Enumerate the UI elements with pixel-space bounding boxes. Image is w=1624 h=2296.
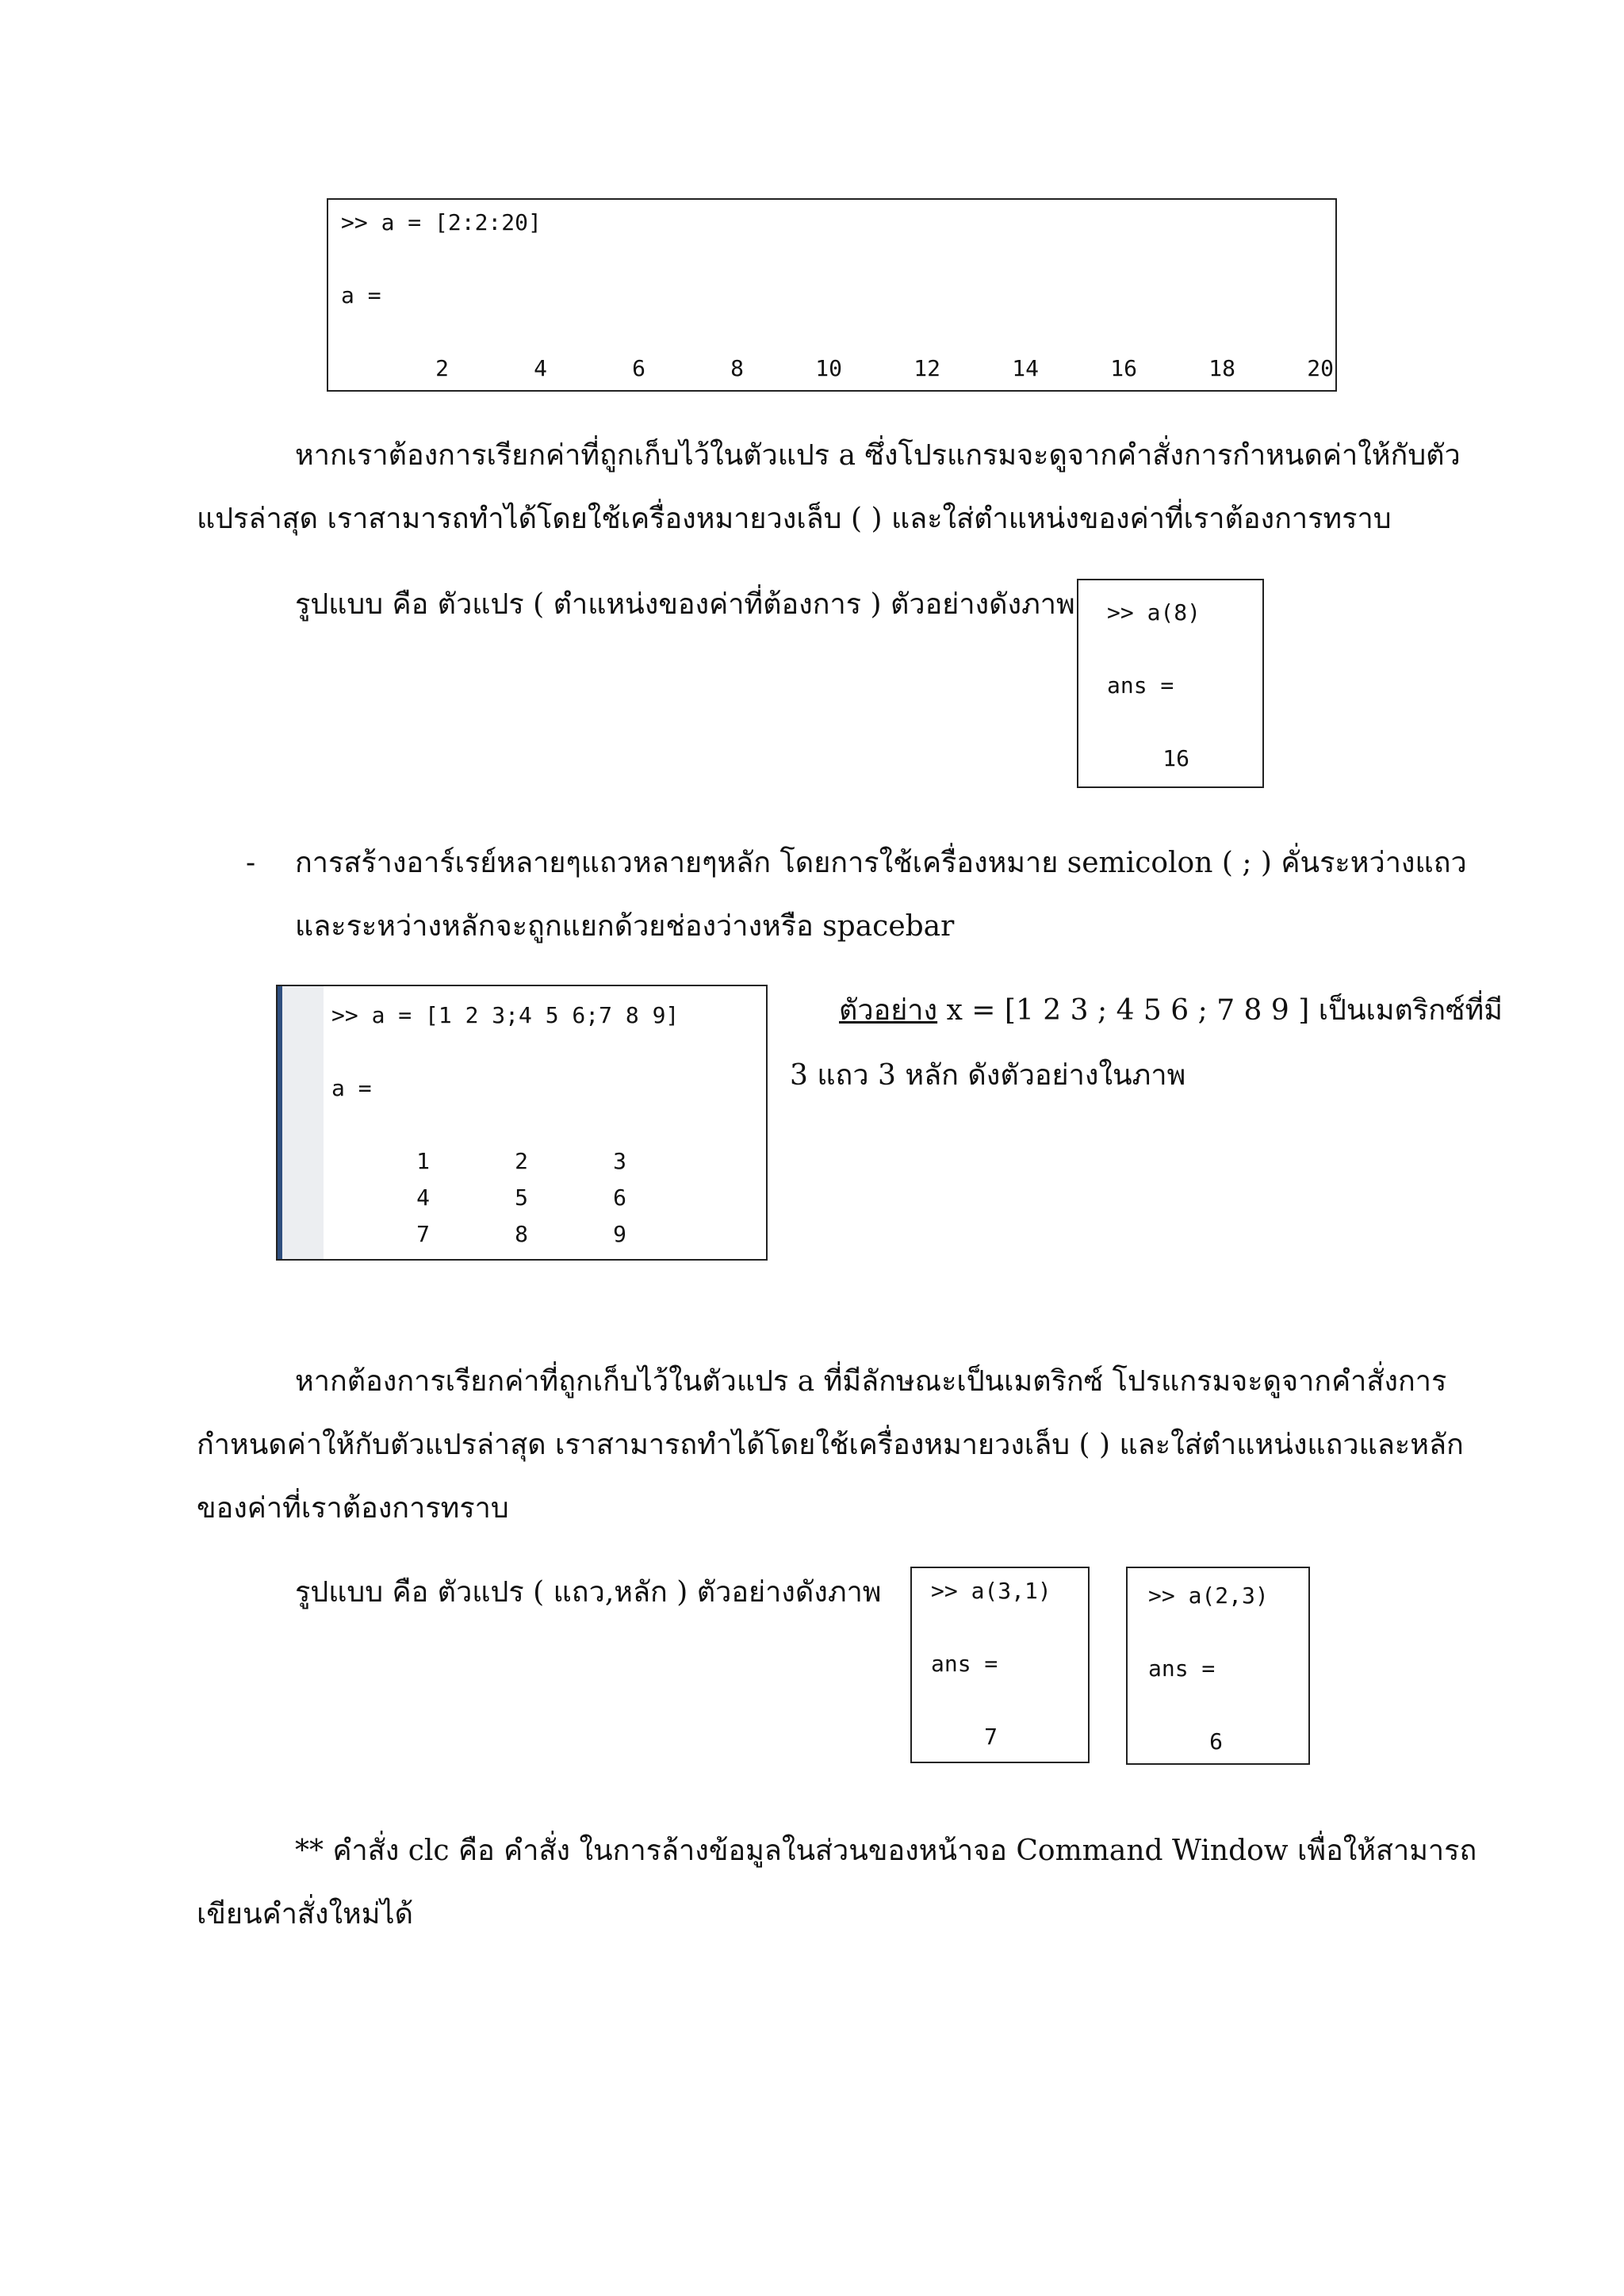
- variable-label: ans =: [931, 1651, 998, 1677]
- matlab-screenshot-index: [1077, 579, 1264, 788]
- matlab-screenshot-range: [327, 198, 1337, 392]
- output-value: 6: [1209, 1728, 1223, 1755]
- output-value: 12: [914, 355, 940, 381]
- example-line: 3 แถว 3 หลัก ดังตัวอย่างในภาพ: [790, 1059, 1186, 1092]
- format-line: รูปแบบ คือ ตัวแปร ( ตำแหน่งของค่าที่ต้องการ ) ตัวอย่างดังภาพ: [295, 588, 1075, 621]
- paragraph-line: กำหนดค่าให้กับตัวแปรล่าสุด เราสามารถทำได้โดยใช้เครื่องหมายวงเล็บ ( ) และใส่ตำแหน่งแถวและหลัก: [197, 1429, 1464, 1461]
- matrix-cell: 4: [416, 1184, 430, 1211]
- output-value: 18: [1208, 355, 1235, 381]
- note-line: ** คำสั่ง clc คือ คำสั่ง ในการล้างข้อมูลในส่วนของหน้าจอ Command Window เพื่อให้สามารถ: [295, 1835, 1477, 1867]
- matlab-screenshot-matrix: [276, 985, 768, 1261]
- output-value: 6: [632, 355, 645, 381]
- matlab-screenshot-element-2-3: [1126, 1567, 1310, 1765]
- matrix-cell: 2: [515, 1148, 528, 1174]
- bullet-line: และระหว่างหลักจะถูกแยกด้วยช่องว่างหรือ spacebar: [295, 910, 955, 943]
- output-value: 10: [815, 355, 842, 381]
- paragraph-line: หากต้องการเรียกค่าที่ถูกเก็บไว้ในตัวแปร a ที่มีลักษณะเป็นเมตริกซ์ โปรแกรมจะดูจากคำสั่งการ: [295, 1365, 1447, 1398]
- output-value: 20: [1307, 355, 1334, 381]
- matrix-cell: 5: [515, 1184, 528, 1211]
- matlab-screenshot-element-3-1: [910, 1567, 1090, 1763]
- example-text: x = [1 2 3 ; 4 5 6 ; 7 8 9 ] เป็นเมตริกซ์ที่มี: [946, 994, 1503, 1027]
- output-value: 16: [1110, 355, 1137, 381]
- variable-label: ans =: [1148, 1655, 1216, 1682]
- bullet-line: การสร้างอาร์เรย์หลายๆแถวหลายๆหลัก โดยการใช้เครื่องหมาย semicolon ( ; ) คั่นระหว่างแถว: [295, 847, 1467, 879]
- matrix-cell: 1: [416, 1148, 430, 1174]
- output-value: 14: [1012, 355, 1039, 381]
- paragraph-line: หากเราต้องการเรียกค่าที่ถูกเก็บไว้ในตัวแปร a ซึ่งโปรแกรมจะดูจากคำสั่งการกำหนดค่าให้กับตัว: [295, 439, 1461, 472]
- paragraph-line: ของค่าที่เราต้องการทราบ: [197, 1492, 509, 1525]
- variable-label: a =: [341, 282, 381, 308]
- note-line: เขียนคำสั่งใหม่ได้: [197, 1898, 413, 1931]
- output-value: 7: [984, 1724, 998, 1750]
- variable-label: a =: [331, 1075, 372, 1101]
- command-line: >> a(8): [1107, 599, 1201, 626]
- command-line: >> a(2,3): [1148, 1582, 1269, 1609]
- bullet-marker: -: [246, 847, 256, 879]
- example-label: ตัวอย่าง: [839, 994, 938, 1027]
- command-line: >> a = [1 2 3;4 5 6;7 8 9]: [331, 1002, 680, 1028]
- output-value: 4: [534, 355, 547, 381]
- matrix-cell: 8: [515, 1221, 528, 1247]
- example-line: [839, 993, 1503, 1029]
- output-value: 8: [730, 355, 744, 381]
- output-value: 16: [1162, 745, 1189, 771]
- output-value: 2: [435, 355, 449, 381]
- matrix-cell: 6: [613, 1184, 626, 1211]
- editor-gutter: [278, 986, 324, 1259]
- command-line: >> a = [2:2:20]: [341, 209, 542, 235]
- command-line: >> a(3,1): [931, 1578, 1051, 1604]
- matrix-cell: 3: [613, 1148, 626, 1174]
- matrix-cell: 7: [416, 1221, 430, 1247]
- matrix-cell: 9: [613, 1221, 626, 1247]
- variable-label: ans =: [1107, 672, 1174, 698]
- paragraph-line: แปรล่าสุด เราสามารถทำได้โดยใช้เครื่องหมายวงเล็บ ( ) และใส่ตำแหน่งของค่าที่เราต้องการทราบ: [197, 503, 1392, 535]
- format-line: รูปแบบ คือ ตัวแปร ( แถว,หลัก ) ตัวอย่างดังภาพ: [295, 1576, 882, 1609]
